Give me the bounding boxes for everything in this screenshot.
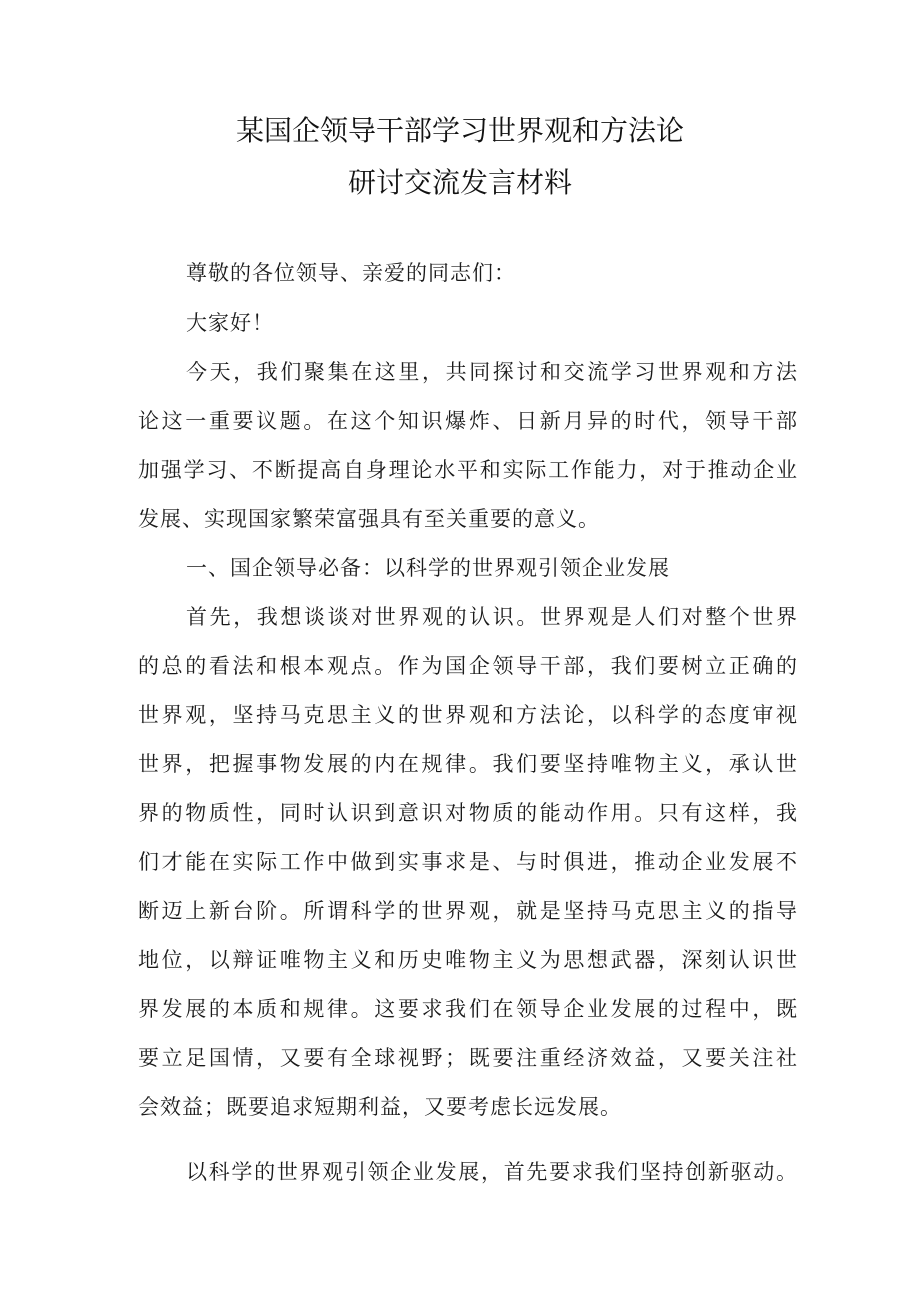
body-line: 断迈上新台阶。所谓科学的世界观，就是坚持马克思主义的指导 [138, 899, 798, 923]
body-line: 世界观，坚持马克思主义的世界观和方法论，以科学的态度审视 [138, 703, 798, 727]
document-title-line-1: 某国企领导干部学习世界观和方法论 [235, 114, 684, 147]
body-line: 的总的看法和根本观点。作为国企领导干部，我们要树立正确的 [138, 654, 798, 678]
intro-line: 今天，我们聚集在这里，共同探讨和交流学习世界观和方法 [186, 360, 798, 384]
body-line: 界发展的本质和规律。这要求我们在领导企业发展的过程中，既 [138, 997, 798, 1021]
intro-line: 论这一重要议题。在这个知识爆炸、日新月异的时代，领导干部 [138, 409, 798, 433]
salutation: 尊敬的各位领导、亲爱的同志们： [186, 261, 516, 285]
section-heading: 一、国企领导必备：以科学的世界观引领企业发展 [186, 556, 670, 580]
intro-line: 加强学习、不断提高自身理论水平和实际工作能力，对于推动企业 [138, 458, 798, 482]
body-line: 界的物质性，同时认识到意识对物质的能动作用。只有这样，我 [138, 801, 798, 825]
continuation-line: 以科学的世界观引领企业发展，首先要求我们坚持创新驱动。 [186, 1160, 798, 1184]
document-title-line-2: 研讨交流发言材料 [347, 166, 572, 199]
body-line: 地位，以辩证唯物主义和历史唯物主义为思想武器，深刻认识世 [138, 948, 798, 972]
intro-line: 发展、实现国家繁荣富强具有至关重要的意义。 [138, 507, 600, 531]
body-line: 们才能在实际工作中做到实事求是、与时俱进，推动企业发展不 [138, 850, 798, 874]
body-line: 首先，我想谈谈对世界观的认识。世界观是人们对整个世界 [186, 605, 798, 629]
greeting: 大家好！ [186, 311, 274, 335]
body-line: 世界，把握事物发展的内在规律。我们要坚持唯物主义，承认世 [138, 752, 798, 776]
body-line: 会效益；既要追求短期利益，又要考虑长远发展。 [138, 1095, 622, 1119]
body-line: 要立足国情，又要有全球视野；既要注重经济效益，又要关注社 [138, 1046, 798, 1070]
